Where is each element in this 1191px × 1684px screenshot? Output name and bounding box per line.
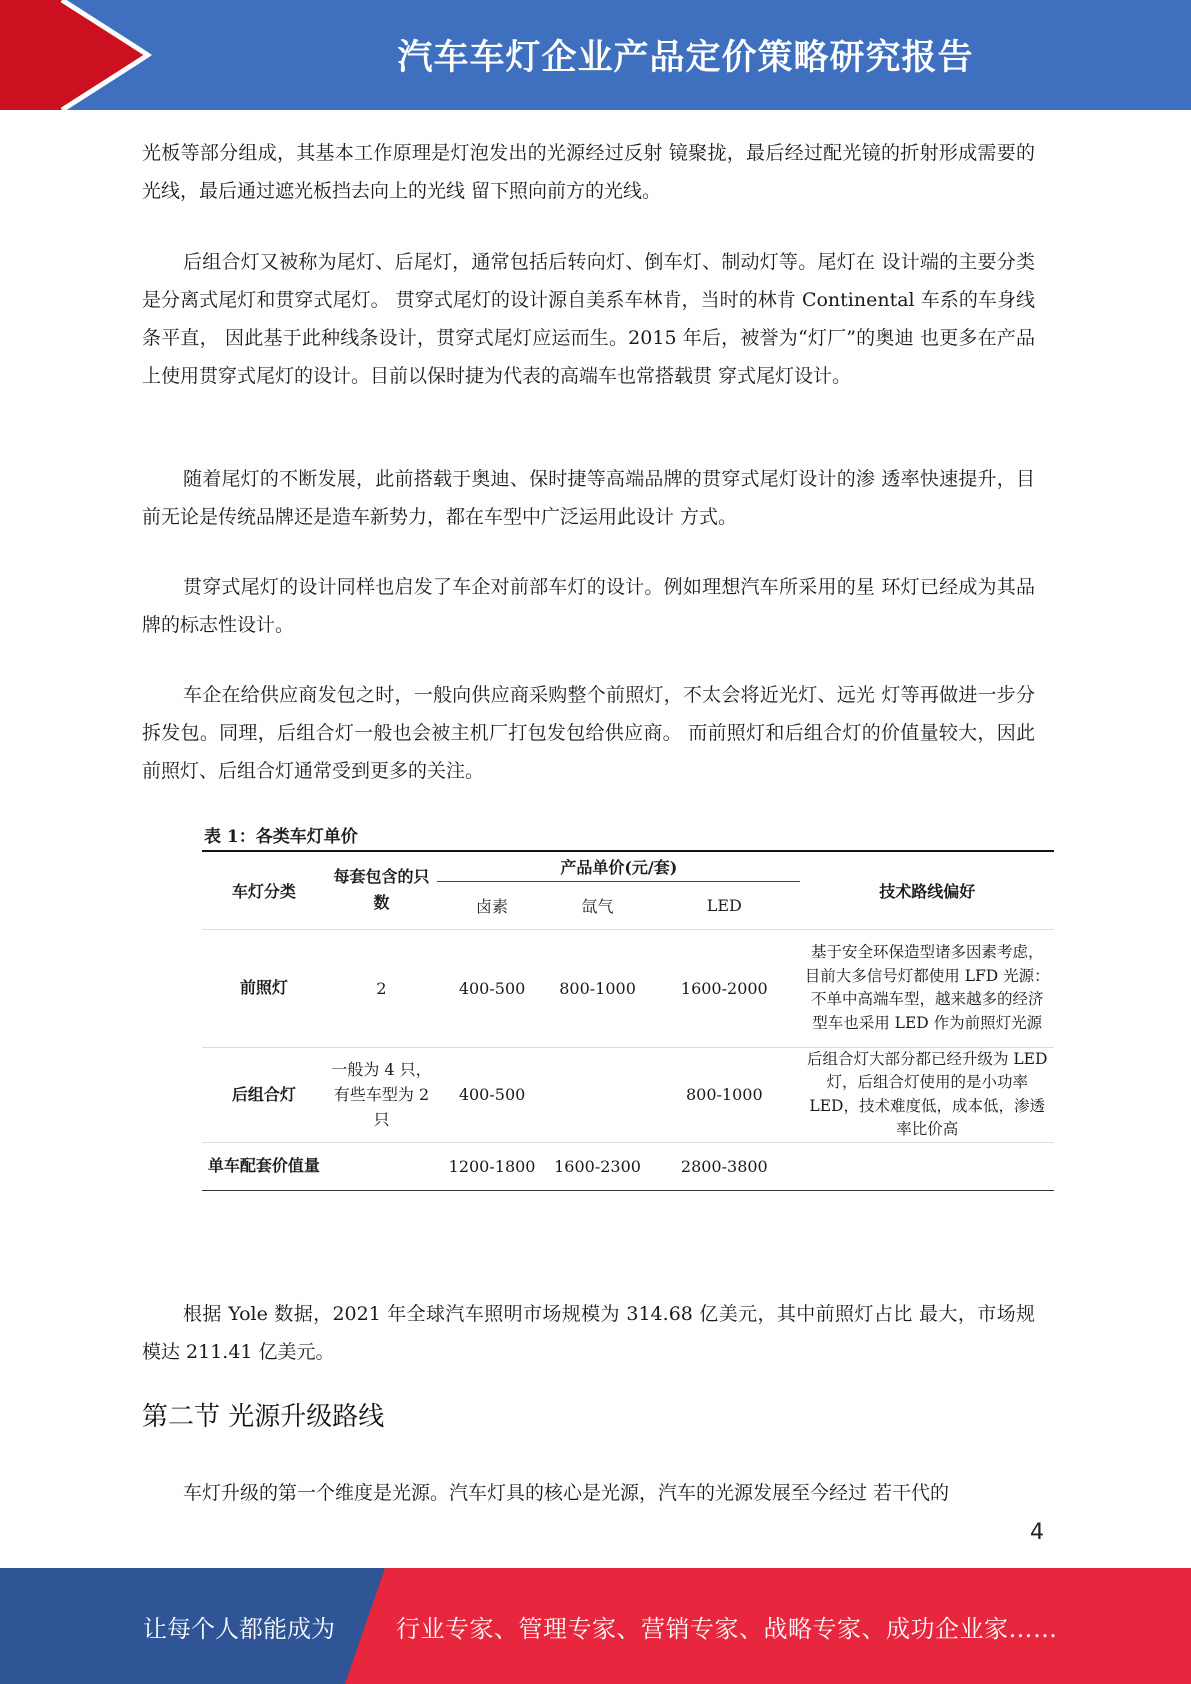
section-heading: 第二节 光源升级路线 — [142, 1402, 385, 1432]
table-row — [202, 1142, 1054, 1190]
cell-halogen: 400-500 — [437, 1047, 547, 1142]
cell-category: 前照灯 — [202, 929, 326, 1047]
paragraph-3: 随着尾灯的不断发展，此前搭载于奥迪、保时捷等高端品牌的贯穿式尾灯设计的渗 透率快速提升，目前无论是传统品牌还是造车新势力，都在车型中广泛运用此设计 方式。 — [142, 468, 1035, 528]
table-row — [202, 929, 1054, 1047]
header-qty: 每套包含的只数 — [326, 851, 438, 929]
report-title: 汽车车灯企业产品定价策略研究报告 — [397, 38, 974, 78]
price-table-figure — [202, 826, 1054, 1191]
cell-qty: 一般为 4 只，有些车型为 2 只 — [326, 1047, 438, 1142]
cell-tech: 后组合灯大部分都已经升级为 LED 灯，后组合灯使用的是小功率 LED，技术难度低，成本低，渗透率比价高 — [800, 1047, 1054, 1142]
cell-led: 1600-2000 — [648, 929, 800, 1047]
page-header-banner — [0, 0, 1191, 110]
paragraph-5: 车企在给供应商发包之时，一般向供应商采购整个前照灯，不太会将近光灯、远光 灯等再做进一步分拆发包。同理，后组合灯一般也会被主机厂打包发包给供应商。 而前照灯和后组合灯的价值量较大，因此前照灯、后组合灯通常受到更多的关注。 — [142, 684, 1035, 782]
paragraph-1: 光板等部分组成，其基本工作原理是灯泡发出的光源经过反射 镜聚拢，最后经过配光镜的折射形成需要的光线，最后通过遮光板挡去向上的光线 留下照向前方的光线。 — [142, 142, 1035, 202]
cell-led: 2800-3800 — [648, 1142, 800, 1190]
page-footer-banner — [0, 1568, 1191, 1684]
footer-slogan-left: 让每个人都能成为 — [143, 1614, 335, 1643]
cell-halogen: 400-500 — [437, 929, 547, 1047]
table-row — [202, 1047, 1054, 1142]
cell-qty: 2 — [326, 929, 438, 1047]
cell-category: 单车配套价值量 — [202, 1142, 326, 1190]
cell-category: 后组合灯 — [202, 1047, 326, 1142]
header-xenon: 氙气 — [581, 896, 614, 916]
header-halogen: 卤素 — [476, 896, 509, 916]
cell-led: 800-1000 — [648, 1047, 800, 1142]
paragraph-2: 后组合灯又被称为尾灯、后尾灯，通常包括后转向灯、倒车灯、制动灯等。尾灯在 设计端的主要分类是分离式尾灯和贯穿式尾灯。 贯穿式尾灯的设计源自美系车林肯，当时的林肯 Continental 车系的车身线条平直， 因此基于此种线条设计，贯穿式尾灯应运而生。2015 年后，被誉为“灯厂”的奥迪 也更多在产品上使用贯穿式尾灯的设计。目前以保时捷为代表的高端车也常搭载贯 穿式尾灯设计。 — [142, 251, 1035, 387]
cell-xenon: 800-1000 — [547, 929, 648, 1047]
cell-halogen: 1200-1800 — [437, 1142, 547, 1190]
cell-qty — [326, 1142, 438, 1190]
cell-tech: 基于安全环保造型诸多因素考虑，目前大多信号灯都使用 LFD 光源：不单中高端车型，越来越多的经济型车也采用 LED 作为前照灯光源 — [800, 929, 1054, 1047]
header-price-group: 产品单价(元/套) — [437, 851, 800, 881]
cell-xenon: 1600-2300 — [547, 1142, 648, 1190]
header-arrow-decoration — [0, 0, 160, 110]
header-category: 车灯分类 — [202, 851, 326, 929]
table-caption: 表 1：各类车灯单价 — [204, 827, 358, 847]
cell-xenon — [547, 1047, 648, 1142]
paragraph-4: 贯穿式尾灯的设计同样也启发了车企对前部车灯的设计。例如理想汽车所采用的星 环灯已经成为其品牌的标志性设计。 — [142, 576, 1035, 636]
paragraph-7: 车灯升级的第一个维度是光源。汽车灯具的核心是光源，汽车的光源发展至今经过 若干代的 — [183, 1482, 950, 1504]
price-table — [202, 850, 1054, 1191]
page-number: 4 — [1030, 1520, 1044, 1545]
header-tech: 技术路线偏好 — [800, 851, 1054, 929]
cell-tech — [800, 1142, 1054, 1190]
paragraph-6: 根据 Yole 数据，2021 年全球汽车照明市场规模为 314.68 亿美元，其中前照灯占比 最大，市场规模达 211.41 亿美元。 — [142, 1303, 1035, 1363]
footer-slogan-right: 行业专家、管理专家、营销专家、战略专家、成功企业家…… — [396, 1614, 1058, 1643]
header-led: LED — [706, 895, 742, 915]
